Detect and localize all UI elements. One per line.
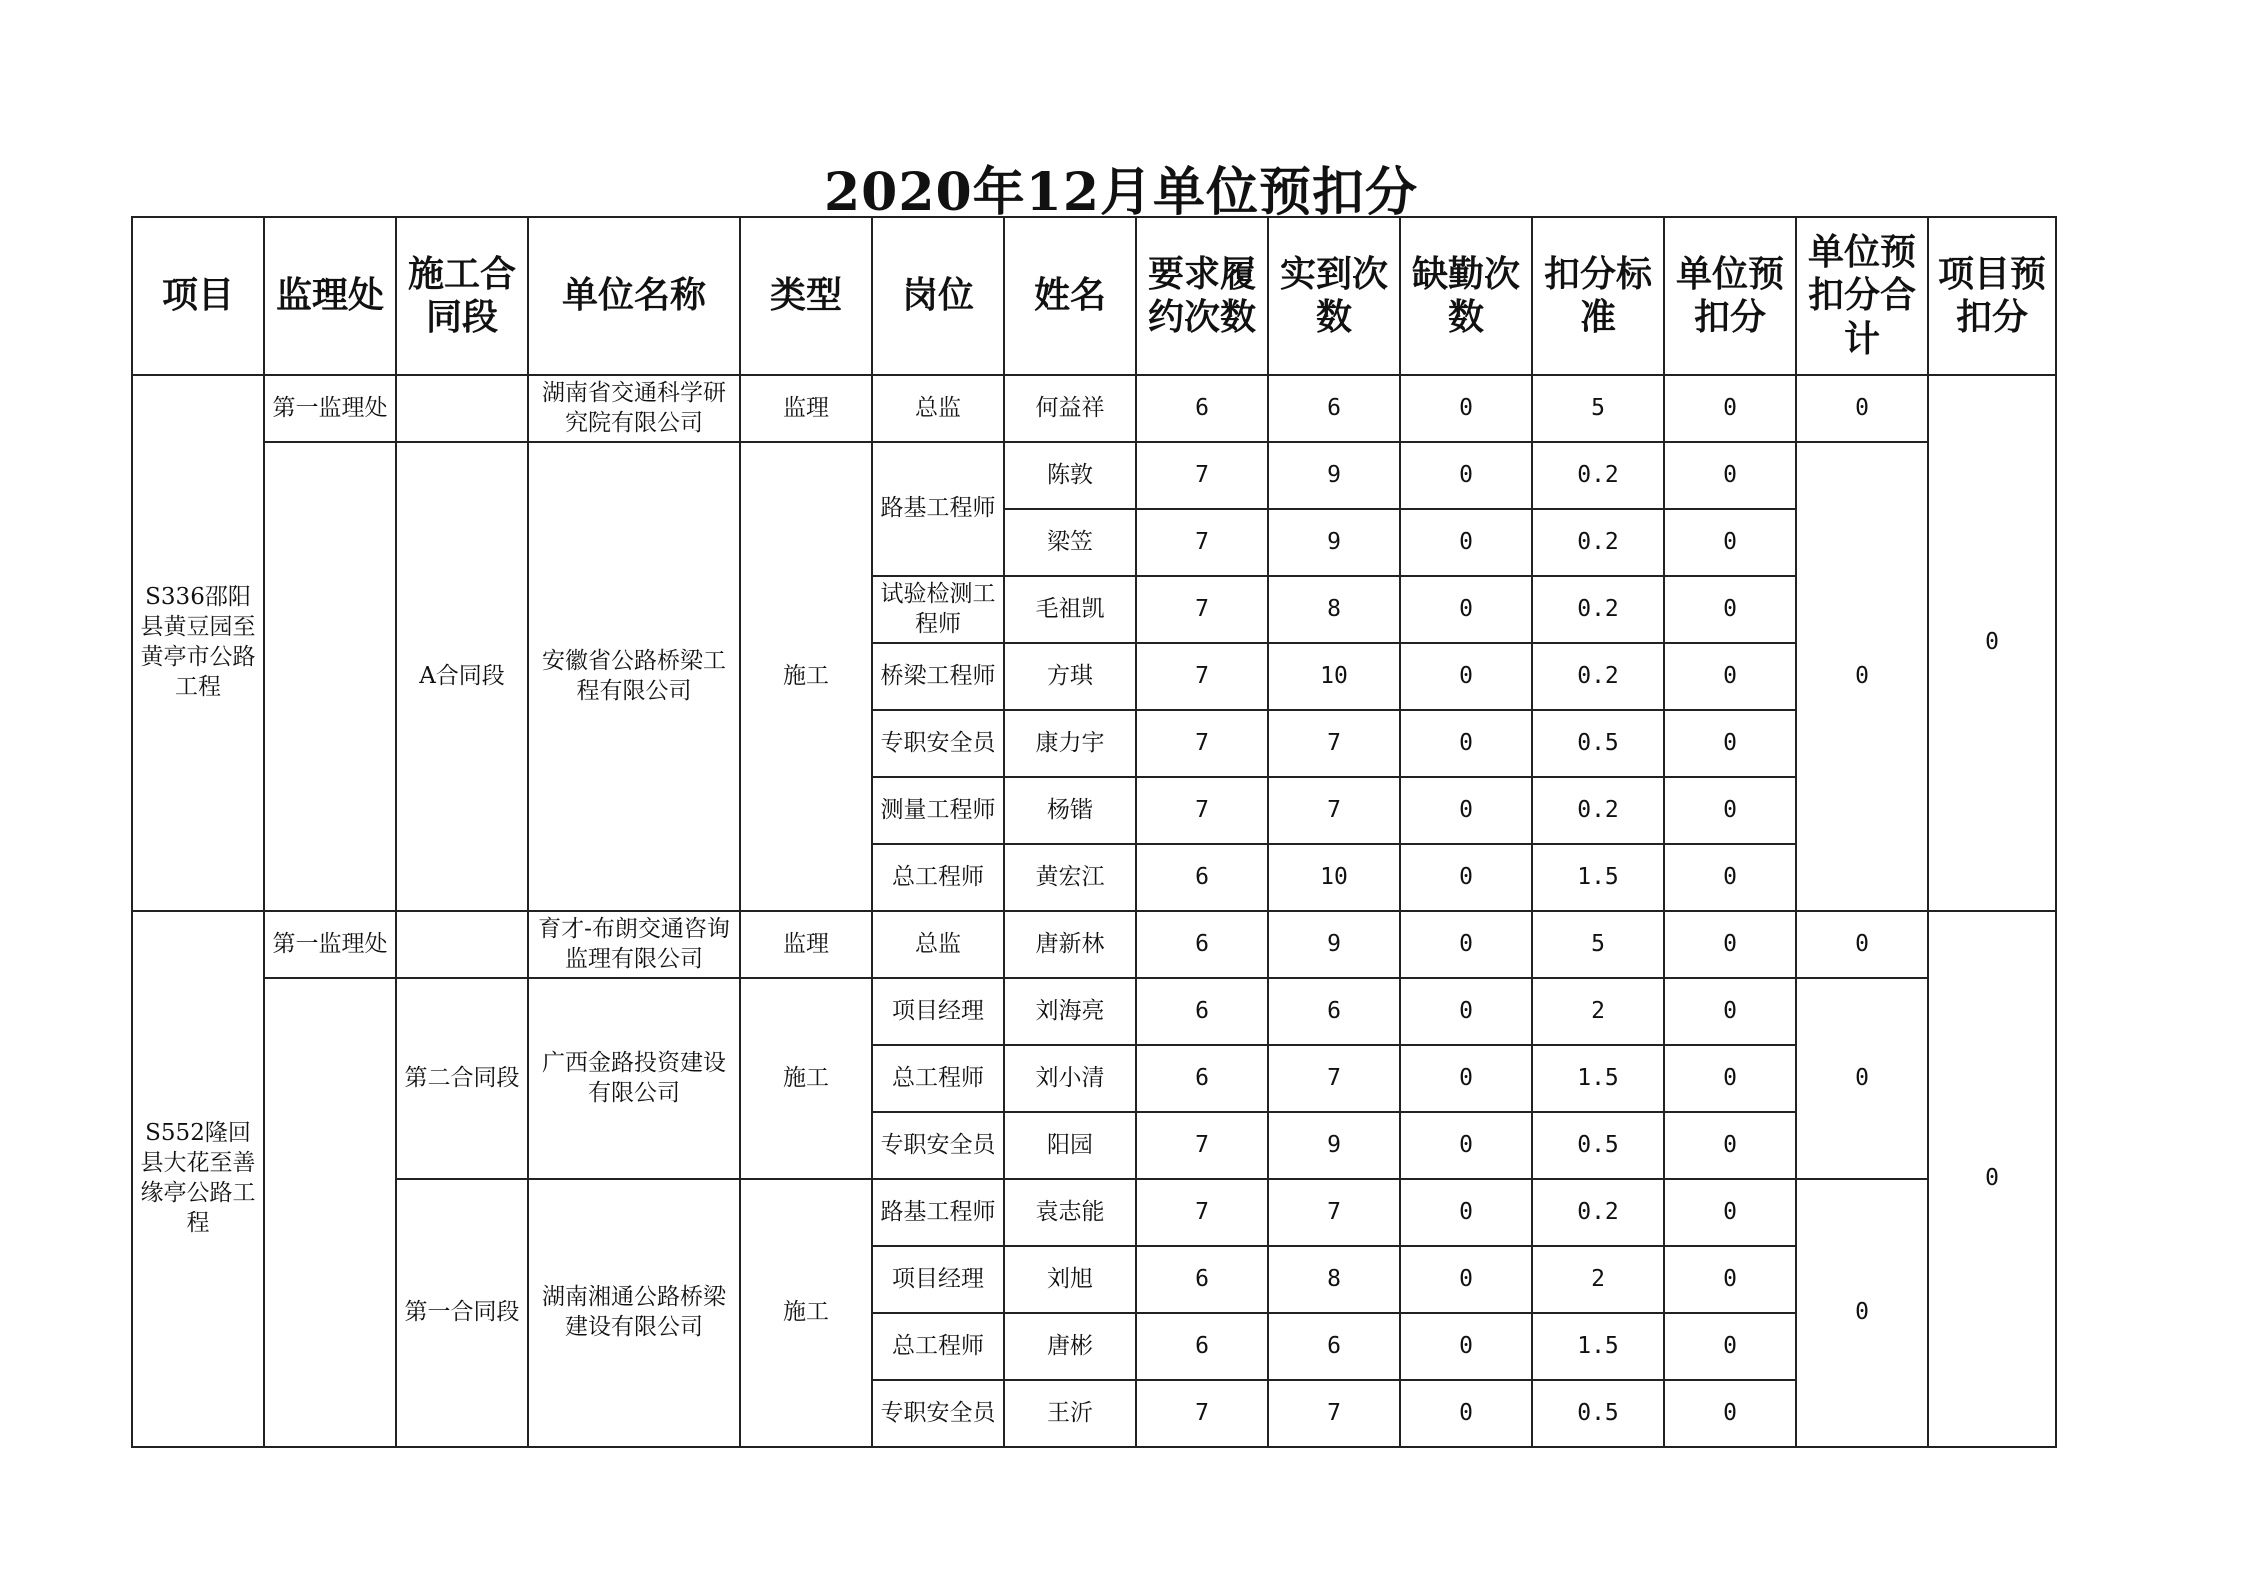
- person-name-cell: 刘旭: [1004, 1246, 1136, 1313]
- section-cell: 第一合同段: [396, 1179, 528, 1447]
- actual-cell: 6: [1268, 1313, 1400, 1380]
- unit-total-cell: 0: [1796, 375, 1928, 442]
- absent-cell: 0: [1400, 978, 1532, 1045]
- supervision-cell: [264, 978, 396, 1447]
- table-row: [132, 1179, 2056, 1246]
- unit-name-cell: 安徽省公路桥梁工程有限公司: [528, 442, 740, 911]
- unit-pre-cell: 0: [1664, 643, 1796, 710]
- position-cell: 路基工程师: [872, 442, 1004, 576]
- actual-cell: 7: [1268, 777, 1400, 844]
- deduct-standard-cell: 1.5: [1532, 1313, 1664, 1380]
- header-actual: 实到次数: [1268, 217, 1400, 375]
- deduct-standard-cell: 0.2: [1532, 643, 1664, 710]
- position-cell: 总工程师: [872, 844, 1004, 911]
- header-deduct-standard: 扣分标准: [1532, 217, 1664, 375]
- position-cell: 项目经理: [872, 978, 1004, 1045]
- actual-cell: 10: [1268, 643, 1400, 710]
- deduct-standard-cell: 1.5: [1532, 844, 1664, 911]
- required-cell: 6: [1136, 978, 1268, 1045]
- person-name-cell: 阳园: [1004, 1112, 1136, 1179]
- unit-total-cell: 0: [1796, 442, 1928, 911]
- type-cell: 施工: [740, 978, 872, 1179]
- supervision-cell: 第一监理处: [264, 911, 396, 978]
- position-cell: 专职安全员: [872, 1112, 1004, 1179]
- header-required: 要求履约次数: [1136, 217, 1268, 375]
- position-cell: 专职安全员: [872, 1380, 1004, 1447]
- table-row: [132, 375, 2056, 442]
- person-name-cell: 黄宏江: [1004, 844, 1136, 911]
- actual-cell: 8: [1268, 576, 1400, 643]
- header-unit-pre: 单位预扣分: [1664, 217, 1796, 375]
- deduct-standard-cell: 2: [1532, 1246, 1664, 1313]
- unit-pre-cell: 0: [1664, 1179, 1796, 1246]
- person-name-cell: 唐彬: [1004, 1313, 1136, 1380]
- required-cell: 6: [1136, 844, 1268, 911]
- unit-pre-cell: 0: [1664, 576, 1796, 643]
- absent-cell: 0: [1400, 576, 1532, 643]
- position-cell: 总监: [872, 375, 1004, 442]
- header-position: 岗位: [872, 217, 1004, 375]
- person-name-cell: 杨锴: [1004, 777, 1136, 844]
- deduct-standard-cell: 0.2: [1532, 576, 1664, 643]
- person-name-cell: 陈敦: [1004, 442, 1136, 509]
- absent-cell: 0: [1400, 777, 1532, 844]
- absent-cell: 0: [1400, 1380, 1532, 1447]
- absent-cell: 0: [1400, 1112, 1532, 1179]
- type-cell: 施工: [740, 442, 872, 911]
- unit-total-cell: 0: [1796, 911, 1928, 978]
- type-cell: 监理: [740, 375, 872, 442]
- unit-pre-cell: 0: [1664, 442, 1796, 509]
- actual-cell: 9: [1268, 911, 1400, 978]
- header-supervision: 监理处: [264, 217, 396, 375]
- section-cell: 第二合同段: [396, 978, 528, 1179]
- header-project-pre: 项目预扣分: [1928, 217, 2056, 375]
- person-name-cell: 唐新林: [1004, 911, 1136, 978]
- required-cell: 7: [1136, 777, 1268, 844]
- unit-pre-cell: 0: [1664, 777, 1796, 844]
- person-name-cell: 袁志能: [1004, 1179, 1136, 1246]
- absent-cell: 0: [1400, 1313, 1532, 1380]
- position-cell: 测量工程师: [872, 777, 1004, 844]
- unit-pre-cell: 0: [1664, 978, 1796, 1045]
- required-cell: 6: [1136, 911, 1268, 978]
- project-pre-cell: 0: [1928, 911, 2056, 1447]
- type-cell: 监理: [740, 911, 872, 978]
- absent-cell: 0: [1400, 844, 1532, 911]
- section-cell: A合同段: [396, 442, 528, 911]
- position-cell: 路基工程师: [872, 1179, 1004, 1246]
- unit-pre-cell: 0: [1664, 1045, 1796, 1112]
- required-cell: 7: [1136, 710, 1268, 777]
- header-name: 姓名: [1004, 217, 1136, 375]
- person-name-cell: 何益祥: [1004, 375, 1136, 442]
- position-cell: 总工程师: [872, 1045, 1004, 1112]
- actual-cell: 9: [1268, 442, 1400, 509]
- actual-cell: 7: [1268, 1380, 1400, 1447]
- person-name-cell: 王沂: [1004, 1380, 1136, 1447]
- supervision-cell: 第一监理处: [264, 375, 396, 442]
- absent-cell: 0: [1400, 1045, 1532, 1112]
- header-unit-name: 单位名称: [528, 217, 740, 375]
- table-row: [132, 442, 2056, 509]
- supervision-cell: [264, 442, 396, 911]
- header-contract-section: 施工合同段: [396, 217, 528, 375]
- person-name-cell: 康力宇: [1004, 710, 1136, 777]
- project-pre-cell: 0: [1928, 375, 2056, 911]
- type-cell: 施工: [740, 1179, 872, 1447]
- absent-cell: 0: [1400, 911, 1532, 978]
- position-cell: 总工程师: [872, 1313, 1004, 1380]
- header-row: [132, 217, 2056, 375]
- position-cell: 项目经理: [872, 1246, 1004, 1313]
- actual-cell: 6: [1268, 978, 1400, 1045]
- required-cell: 7: [1136, 576, 1268, 643]
- project-name-cell: S552隆回县大花至善缘亭公路工程: [132, 911, 264, 1447]
- deduct-standard-cell: 0.2: [1532, 777, 1664, 844]
- unit-pre-cell: 0: [1664, 1380, 1796, 1447]
- required-cell: 7: [1136, 643, 1268, 710]
- absent-cell: 0: [1400, 643, 1532, 710]
- position-cell: 桥梁工程师: [872, 643, 1004, 710]
- project-name-cell: S336邵阳县黄豆园至黄亭市公路工程: [132, 375, 264, 911]
- header-type: 类型: [740, 217, 872, 375]
- deduct-standard-cell: 0.2: [1532, 509, 1664, 576]
- required-cell: 7: [1136, 442, 1268, 509]
- unit-pre-cell: 0: [1664, 509, 1796, 576]
- deduct-standard-cell: 0.5: [1532, 710, 1664, 777]
- deduct-standard-cell: 1.5: [1532, 1045, 1664, 1112]
- unit-pre-cell: 0: [1664, 844, 1796, 911]
- required-cell: 7: [1136, 1380, 1268, 1447]
- deduct-standard-cell: 2: [1532, 978, 1664, 1045]
- page-title: 2020年12月单位预扣分: [823, 162, 1419, 223]
- actual-cell: 10: [1268, 844, 1400, 911]
- required-cell: 6: [1136, 1313, 1268, 1380]
- deduct-standard-cell: 0.2: [1532, 1179, 1664, 1246]
- actual-cell: 7: [1268, 1045, 1400, 1112]
- unit-total-cell: 0: [1796, 1179, 1928, 1447]
- unit-pre-cell: 0: [1664, 375, 1796, 442]
- unit-pre-cell: 0: [1664, 1246, 1796, 1313]
- unit-name-cell: 湖南湘通公路桥梁建设有限公司: [528, 1179, 740, 1447]
- person-name-cell: 方琪: [1004, 643, 1136, 710]
- position-cell: 试验检测工程师: [872, 576, 1004, 643]
- absent-cell: 0: [1400, 1246, 1532, 1313]
- actual-cell: 9: [1268, 1112, 1400, 1179]
- position-cell: 专职安全员: [872, 710, 1004, 777]
- required-cell: 6: [1136, 1246, 1268, 1313]
- position-cell: 总监: [872, 911, 1004, 978]
- unit-name-cell: 育才-布朗交通咨询监理有限公司: [528, 911, 740, 978]
- deduct-standard-cell: 0.5: [1532, 1380, 1664, 1447]
- unit-pre-cell: 0: [1664, 1112, 1796, 1179]
- actual-cell: 7: [1268, 1179, 1400, 1246]
- header-absent: 缺勤次数: [1400, 217, 1532, 375]
- actual-cell: 9: [1268, 509, 1400, 576]
- header-project: 项目: [132, 217, 264, 375]
- deduction-table: [131, 216, 2057, 1448]
- absent-cell: 0: [1400, 442, 1532, 509]
- absent-cell: 0: [1400, 710, 1532, 777]
- unit-name-cell: 广西金路投资建设有限公司: [528, 978, 740, 1179]
- person-name-cell: 刘小清: [1004, 1045, 1136, 1112]
- deduct-standard-cell: 5: [1532, 911, 1664, 978]
- required-cell: 6: [1136, 375, 1268, 442]
- absent-cell: 0: [1400, 1179, 1532, 1246]
- actual-cell: 7: [1268, 710, 1400, 777]
- unit-pre-cell: 0: [1664, 710, 1796, 777]
- person-name-cell: 刘海亮: [1004, 978, 1136, 1045]
- deduct-standard-cell: 0.5: [1532, 1112, 1664, 1179]
- absent-cell: 0: [1400, 375, 1532, 442]
- table-row: [132, 911, 2056, 978]
- required-cell: 7: [1136, 509, 1268, 576]
- required-cell: 6: [1136, 1045, 1268, 1112]
- section-cell: [396, 911, 528, 978]
- person-name-cell: 梁笠: [1004, 509, 1136, 576]
- header-unit-total: 单位预扣分合计: [1796, 217, 1928, 375]
- table-row: [132, 978, 2056, 1045]
- absent-cell: 0: [1400, 509, 1532, 576]
- deduct-standard-cell: 0.2: [1532, 442, 1664, 509]
- unit-pre-cell: 0: [1664, 911, 1796, 978]
- unit-name-cell: 湖南省交通科学研究院有限公司: [528, 375, 740, 442]
- section-cell: [396, 375, 528, 442]
- required-cell: 7: [1136, 1179, 1268, 1246]
- actual-cell: 8: [1268, 1246, 1400, 1313]
- required-cell: 7: [1136, 1112, 1268, 1179]
- person-name-cell: 毛祖凯: [1004, 576, 1136, 643]
- actual-cell: 6: [1268, 375, 1400, 442]
- unit-pre-cell: 0: [1664, 1313, 1796, 1380]
- deduct-standard-cell: 5: [1532, 375, 1664, 442]
- unit-total-cell: 0: [1796, 978, 1928, 1179]
